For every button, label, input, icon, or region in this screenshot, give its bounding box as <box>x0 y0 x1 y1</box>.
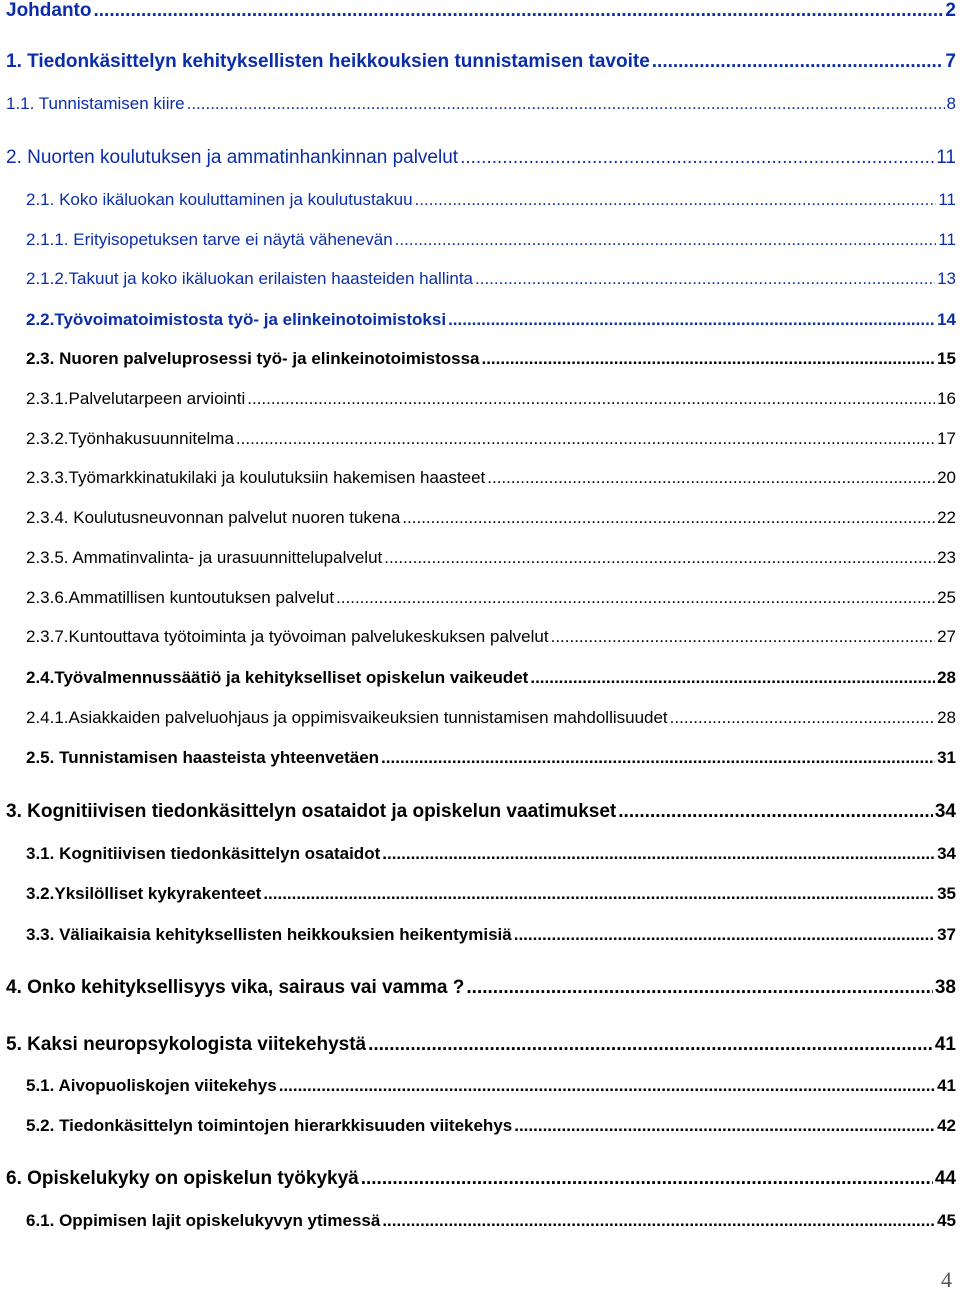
toc-entry-5[interactable]: 5. Kaksi neuropsykologista viitekehystä ..... 41 <box>6 1034 956 1056</box>
toc-entry-2-3-3[interactable]: 2.3.3.Työmarkkinatukilaki ja koulutuksiin hakemisen haasteet ..... 20 <box>26 468 956 488</box>
toc-entry-2-5[interactable]: 2.5. Tunnistamisen haasteista yhteenvetäen ..... 31 <box>26 748 956 768</box>
toc-entry-2-3[interactable]: 2.3. Nuoren palveluprosessi työ- ja elinkeinotoimistossa ..... 15 <box>26 349 956 369</box>
page-number: 4 <box>941 1267 952 1292</box>
toc-entry-5-2[interactable]: 5.2. Tiedonkäsittelyn toimintojen hierarkkisuuden viitekehys ..... 42 <box>26 1116 956 1136</box>
toc-entry-2-4[interactable]: 2.4.Työvalmennussäätiö ja kehitykselliset opiskelun vaikeudet ..... 28 <box>26 668 956 688</box>
toc-entry-5-1[interactable]: 5.1. Aivopuoliskojen viitekehys ..... 41 <box>26 1076 956 1096</box>
toc-entry-3-1[interactable]: 3.1. Kognitiivisen tiedonkäsittelyn osataidot ..... 34 <box>26 844 956 864</box>
toc-entry-6-1[interactable]: 6.1. Oppimisen lajit opiskelukyvyn ytimessä ..... 45 <box>26 1211 956 1231</box>
toc-entry-3[interactable]: 3. Kognitiivisen tiedonkäsittelyn osataidot ja opiskelun vaatimukset ..... 34 <box>6 801 956 823</box>
toc-entry-1[interactable]: 1. Tiedonkäsittelyn kehityksellisten heikkouksien tunnistamisen tavoite ..... 7 <box>6 51 956 73</box>
toc-entry-2[interactable]: 2. Nuorten koulutuksen ja ammatinhankinnan palvelut ..... 11 <box>6 147 956 169</box>
toc-entry-2-1-1[interactable]: 2.1.1. Erityisopetuksen tarve ei näytä vähenevän ..... 11 <box>26 230 956 250</box>
toc-entry-2-3-1[interactable]: 2.3.1.Palvelutarpeen arviointi ..... 16 <box>26 389 956 409</box>
toc-entry-2-3-7[interactable]: 2.3.7.Kuntouttava työtoiminta ja työvoiman palvelukeskuksen palvelut ..... 27 <box>26 627 956 647</box>
toc-entry-johdanto[interactable]: Johdanto ..... 2 <box>6 0 956 22</box>
toc-entry-3-2[interactable]: 3.2.Yksilölliset kykyrakenteet ..... 35 <box>26 884 956 904</box>
toc-entry-2-3-5[interactable]: 2.3.5. Ammatinvalinta- ja urasuunnittelupalvelut ..... 23 <box>26 548 956 568</box>
toc-entry-2-4-1[interactable]: 2.4.1.Asiakkaiden palveluohjaus ja oppimisvaikeuksien tunnistamisen mahdollisuudet ..... 28 <box>26 708 956 728</box>
toc-entry-1-1[interactable]: 1.1. Tunnistamisen kiire ..... 8 <box>6 94 956 114</box>
toc-entry-2-2[interactable]: 2.2.Työvoimatoimistosta työ- ja elinkeinotoimistoksi ..... 14 <box>26 310 956 330</box>
toc-entry-3-3[interactable]: 3.3. Väliaikaisia kehityksellisten heikkouksien heikentymisiä ..... 37 <box>26 925 956 945</box>
toc-entry-6[interactable]: 6. Opiskelukyky on opiskelun työkykyä ..... 44 <box>6 1168 956 1190</box>
toc-entry-4[interactable]: 4. Onko kehityksellisyys vika, sairaus vai vamma ? ..... 38 <box>6 977 956 999</box>
toc-entry-2-3-2[interactable]: 2.3.2.Työnhakusuunnitelma ..... 17 <box>26 429 956 449</box>
toc-entry-2-1[interactable]: 2.1. Koko ikäluokan kouluttaminen ja koulutustakuu ..... 11 <box>26 190 956 210</box>
toc-entry-2-3-4[interactable]: 2.3.4. Koulutusneuvonnan palvelut nuoren tukena ..... 22 <box>26 508 956 528</box>
toc-entry-2-3-6[interactable]: 2.3.6.Ammatillisen kuntoutuksen palvelut ..... 25 <box>26 588 956 608</box>
toc-entry-2-1-2[interactable]: 2.1.2.Takuut ja koko ikäluokan erilaisten haasteiden hallinta ..... 13 <box>26 269 956 289</box>
